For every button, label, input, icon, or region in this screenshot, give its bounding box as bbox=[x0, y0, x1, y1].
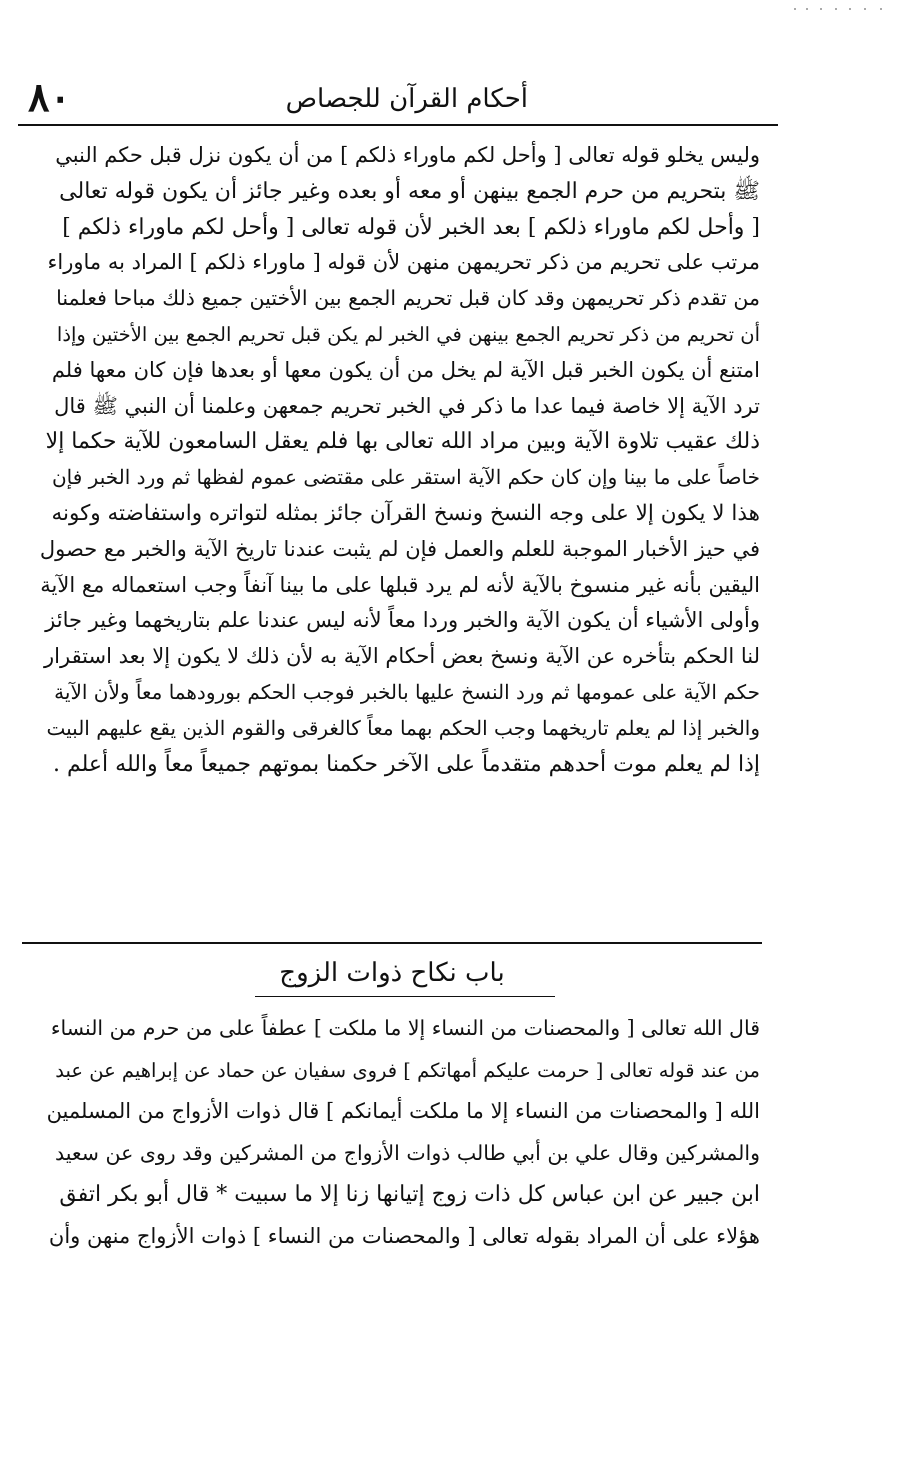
text-line: أن تحريم من ذكر تحريم الجمع بينهن في الخبر لم يكن قبل تحريم الجمع بين الأختين وإذا bbox=[56, 322, 760, 346]
chapter-heading-underline bbox=[255, 996, 555, 997]
text-line: ﷺ بتحريم من حرم الجمع بينهن أو معه أو بعده وغير جائز أن يكون قوله تعالى bbox=[59, 178, 760, 204]
text-line: الله [ والمحصنات من النساء إلا ما ملكت أيمانكم ] قال ذوات الأزواج من المسلمين bbox=[46, 1099, 760, 1123]
text-line: قال الله تعالى [ والمحصنات من النساء إلا ما ملكت ] عطفاً على من حرم من النساء bbox=[50, 1016, 760, 1040]
text-line: من تقدم ذكر تحريمهن وقد كان قبل تحريم الجمع بين الأختين جميع ذلك مباحا فعلمنا bbox=[56, 286, 760, 311]
text-line: هؤلاء على أن المراد بقوله تعالى [ والمحصنات من النساء ] ذوات الأزواج منهن وأن bbox=[48, 1223, 760, 1248]
text-line: خاصاً على ما بينا وإن كان حكم الآية استقر على مقتضى عموم لفظها ثم ورد الخبر فإن bbox=[51, 465, 760, 490]
page-number: ٨٠ bbox=[28, 74, 71, 121]
text-line: وليس يخلو قوله تعالى [ وأحل لكم ماوراء ذلكم ] من أن يكون نزل قبل حكم النبي bbox=[55, 143, 760, 167]
text-line: حكم الآية على عمومها ثم ورد النسخ عليها بالخبر فوجب الحكم بورودهما معاً ولأن الآية bbox=[54, 679, 760, 704]
running-title: أحكام القرآن للجصاص bbox=[285, 84, 528, 114]
text-line: ترد الآية إلا خاصة فيما عدا ما ذكر في الخبر تحريم جمعهن وعلمنا أن النبي ﷺ قال bbox=[54, 393, 760, 418]
text-line: اليقين بأنه غير منسوخ بالآية لأنه لم يرد قبلها على ما بينا آنفاً وجب استعماله مع الآية bbox=[40, 572, 760, 597]
text-line: وأولى الأشياء أن يكون الآية والخبر وردا معاً لأنه ليس عندنا علم بتاريخهما وغير جائز bbox=[45, 608, 760, 633]
text-line: من عند قوله تعالى [ حرمت عليكم أمهاتكم ] فروى سفيان عن حماد عن إبراهيم عن عبد bbox=[55, 1058, 760, 1082]
section-divider bbox=[22, 942, 762, 944]
text-line: امتنع أن يكون الخبر قبل الآية لم يخل من أن يكون معها أو بعدها فإن كان معها فلم bbox=[51, 357, 760, 382]
text-line: لنا الحكم بتأخره عن الآية ونسخ بعض أحكام الآية به لأن ذلك لا يكون إلا بعد استقرار bbox=[44, 644, 760, 669]
header-rule bbox=[18, 124, 778, 126]
text-line: ذلك عقيب تلاوة الآية وبين مراد الله تعالى بها فلم يعقل السامعون للآية حكما إلا bbox=[45, 429, 760, 455]
text-line: ابن جبير عن ابن عباس كل ذات زوج إتيانها زنا إلا ما سبيت * قال أبو بكر اتفق bbox=[59, 1182, 760, 1207]
text-line: إذا لم يعلم موت أحدهم متقدماً على الآخر حكمنا بموتهم جميعاً معاً والله أعلم . bbox=[53, 751, 760, 777]
text-line: [ وأحل لكم ماوراء ذلكم ] بعد الخبر لأن قوله تعالى [ وأحل لكم ماوراء ذلكم ] bbox=[62, 214, 760, 240]
text-line: مرتب على تحريم من ذكر تحريمهن منهن لأن قوله [ ماوراء ذلكم ] المراد به ماوراء bbox=[47, 250, 760, 275]
chapter-heading: باب نكاح ذوات الزوج bbox=[279, 958, 505, 988]
text-line: والخبر إذا لم يعلم تاريخهما وجب الحكم بهما معاً كالغرقى والقوم الذين يقع عليهم البيت bbox=[46, 715, 760, 740]
text-line: هذا لا يكون إلا على وجه النسخ ونسخ القرآن جائز بمثله لتواتره واستفاضته وكونه bbox=[51, 500, 760, 526]
scan-speck-marks bbox=[794, 8, 884, 12]
text-line: والمشركين وقال علي بن أبي طالب ذوات الأزواج من المشركين وقد روى عن سعيد bbox=[54, 1140, 760, 1165]
main-text-block bbox=[40, 138, 760, 782]
page-header bbox=[18, 68, 778, 128]
text-line: في حيز الأخبار الموجبة للعلم والعمل فإن لم يثبت عندنا تاريخ الآية والخبر مع حصول bbox=[40, 536, 760, 561]
chapter-text-block bbox=[40, 1008, 760, 1257]
